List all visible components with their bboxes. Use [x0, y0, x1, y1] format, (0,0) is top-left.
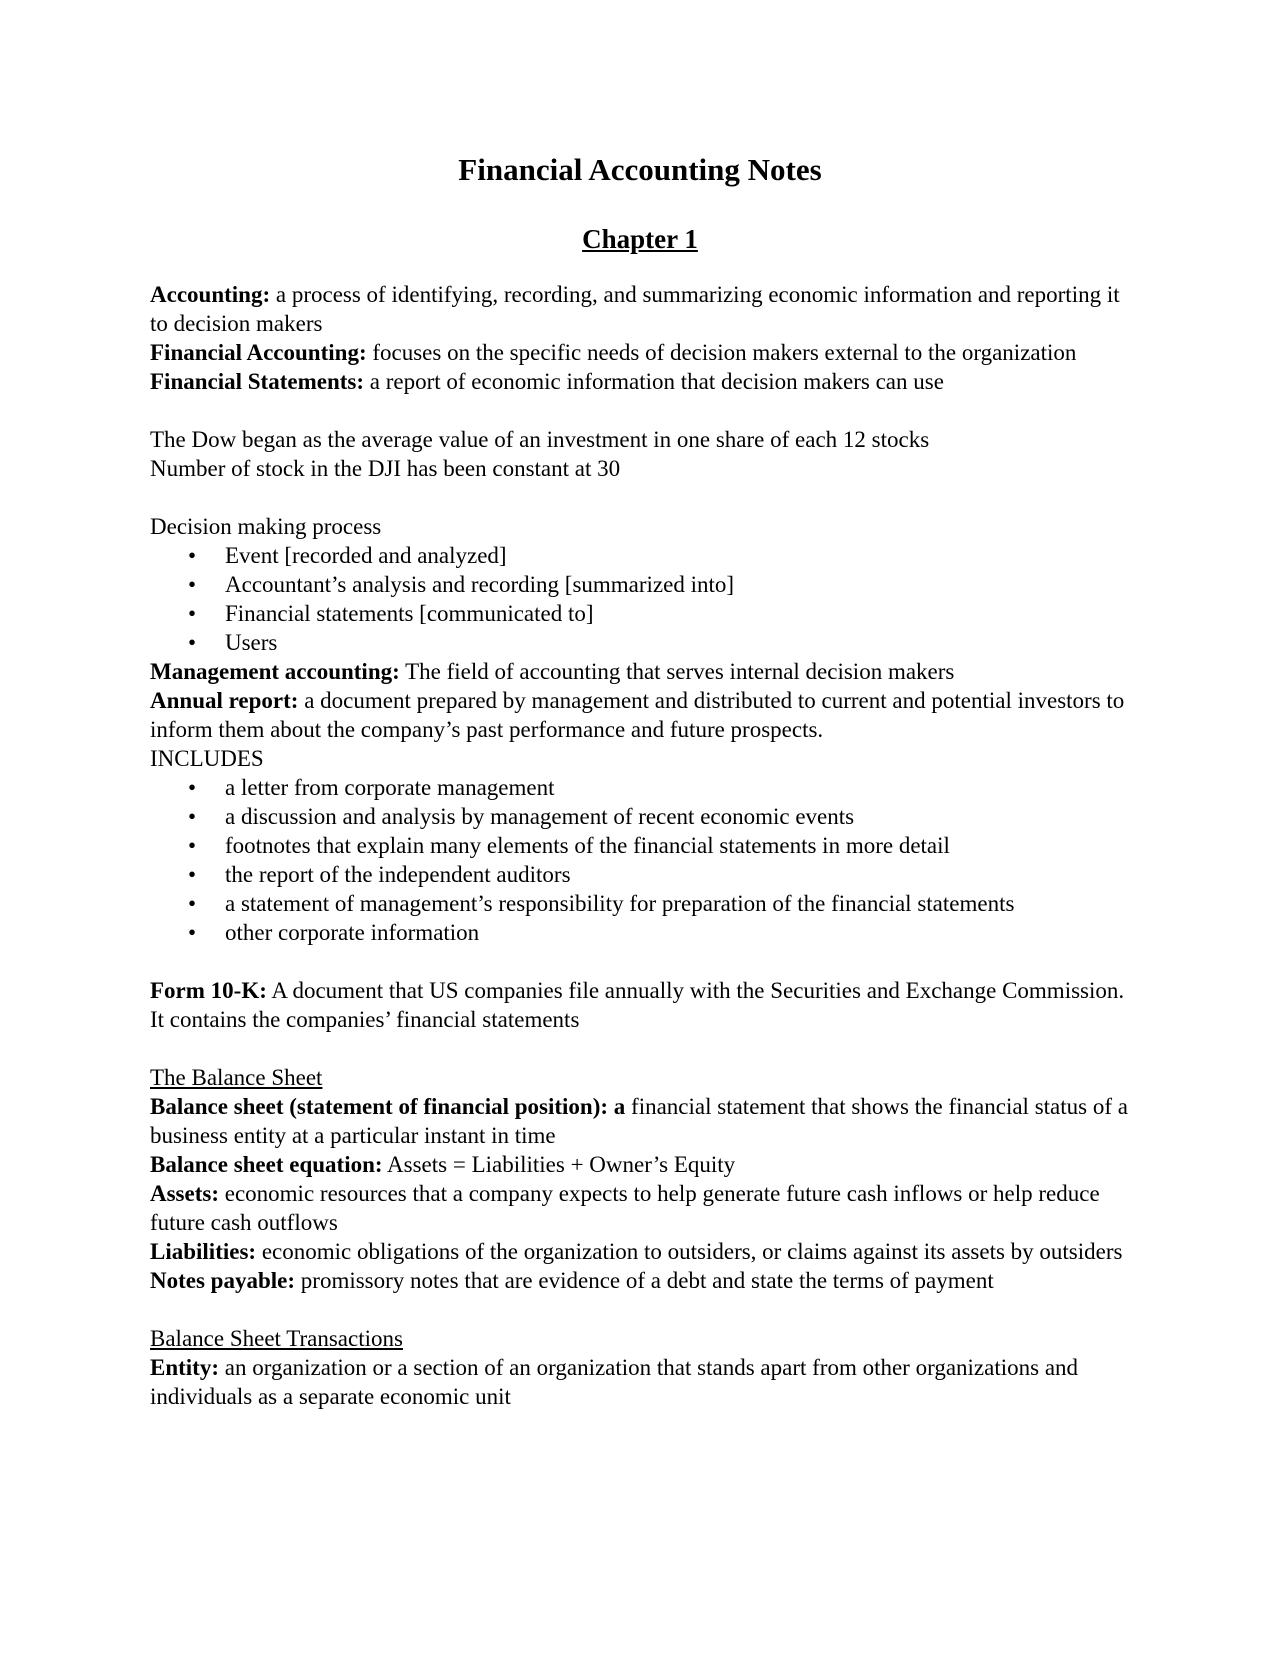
term: Entity: — [150, 1355, 219, 1380]
definition-management-accounting — [150, 657, 1130, 686]
balance-sheet-transactions-section — [150, 1324, 1130, 1411]
transactions-heading: Balance Sheet Transactions — [150, 1326, 403, 1351]
list-item: • Accountant’s analysis and recording [summarized into] — [188, 572, 735, 597]
chapter-heading: Chapter 1 — [582, 224, 698, 254]
definition-text: an organization or a section of an organization that stands apart from other organizations and individuals as a separate economic unit — [150, 1355, 1079, 1409]
definition-balance-sheet-equation — [150, 1150, 1130, 1179]
definition-assets — [150, 1179, 1130, 1237]
document-content — [150, 150, 1130, 1411]
bullet-icon: • — [188, 543, 197, 568]
definition-notes-payable — [150, 1266, 1130, 1295]
includes-heading: INCLUDES — [150, 746, 264, 771]
term: Balance sheet equation: — [150, 1152, 383, 1177]
definition-accounting — [150, 280, 1130, 338]
list-item: • other corporate information — [188, 920, 480, 945]
definition-text: Assets = Liabilities + Owner’s Equity — [382, 1152, 736, 1177]
definition-text: financial statement that shows the financial status of a business entity at a particular instant in time — [150, 1094, 1128, 1148]
dow-line: The Dow began as the average value of an investment in one share of each 12 stocks — [150, 427, 930, 452]
decision-process — [150, 512, 1130, 657]
bullet-icon: • — [188, 572, 197, 597]
list-item: • footnotes that explain many elements of the financial statements in more detail — [188, 833, 950, 858]
term: Assets: — [150, 1181, 219, 1206]
definition-financial-statements — [150, 367, 1130, 396]
list-item: • Financial statements [communicated to] — [188, 601, 594, 626]
term: Financial Statements: — [150, 369, 365, 394]
dow-line: Number of stock in the DJI has been constant at 30 — [150, 456, 621, 481]
annual-report-includes — [150, 744, 1130, 947]
definition-financial-accounting — [150, 338, 1130, 367]
bullet-icon: • — [188, 920, 197, 945]
balance-sheet-heading: The Balance Sheet — [150, 1065, 323, 1090]
definition-balance-sheet — [150, 1092, 1130, 1150]
bullet-icon: • — [188, 833, 197, 858]
term: Annual report: — [150, 688, 299, 713]
list-item: • a discussion and analysis by management of recent economic events — [188, 804, 855, 829]
definition-text: A document that US companies file annually with the Securities and Exchange Commission. It contains the companies’ financial statements — [150, 978, 1125, 1032]
includes-list — [150, 773, 1130, 947]
definition-text: focuses on the specific needs of decision makers external to the organization — [366, 340, 1077, 365]
definition-text: promissory notes that are evidence of a debt and state the terms of payment — [295, 1268, 994, 1293]
term: Balance sheet (statement of financial position): a — [150, 1094, 626, 1119]
decision-process-list — [150, 541, 1130, 657]
list-item: • a statement of management’s responsibility for preparation of the financial statements — [188, 891, 1015, 916]
balance-sheet-section — [150, 1063, 1130, 1295]
term: Management accounting: — [150, 659, 400, 684]
definition-text: The field of accounting that serves internal decision makers — [399, 659, 955, 684]
document-title: Financial Accounting Notes — [458, 152, 822, 187]
definition-entity — [150, 1353, 1130, 1411]
bullet-icon: • — [188, 630, 197, 655]
bullet-icon: • — [188, 601, 197, 626]
definition-text: economic resources that a company expects to help generate future cash inflows or help reduce future cash outflows — [150, 1181, 1100, 1235]
decision-process-heading: Decision making process — [150, 514, 382, 539]
bullet-icon: • — [188, 862, 197, 887]
definition-text: economic obligations of the organization to outsiders, or claims against its assets by outsiders — [256, 1239, 1123, 1264]
list-item: • a letter from corporate management — [188, 775, 555, 800]
term: Notes payable: — [150, 1268, 296, 1293]
bullet-icon: • — [188, 891, 197, 916]
bullet-icon: • — [188, 804, 197, 829]
definition-text: a document prepared by management and distributed to current and potential investors to inform them about the company’s past performance and future prospects. — [150, 688, 1125, 742]
list-item: • Users — [188, 630, 278, 655]
dow-notes — [150, 425, 1130, 483]
term: Form 10-K: — [150, 978, 267, 1003]
list-item: • Event [recorded and analyzed] — [188, 543, 507, 568]
definition-text: a process of identifying, recording, and summarizing economic information and reporting it to decision makers — [150, 282, 1120, 336]
definition-liabilities — [150, 1237, 1130, 1266]
term: Accounting: — [150, 282, 271, 307]
definition-text: a report of economic information that decision makers can use — [364, 369, 944, 394]
term: Financial Accounting: — [150, 340, 367, 365]
bullet-icon: • — [188, 775, 197, 800]
definition-form-10k — [150, 976, 1130, 1034]
definition-annual-report — [150, 686, 1130, 744]
term: Liabilities: — [150, 1239, 257, 1264]
intro-definitions — [150, 280, 1130, 396]
list-item: • the report of the independent auditors — [188, 862, 571, 887]
